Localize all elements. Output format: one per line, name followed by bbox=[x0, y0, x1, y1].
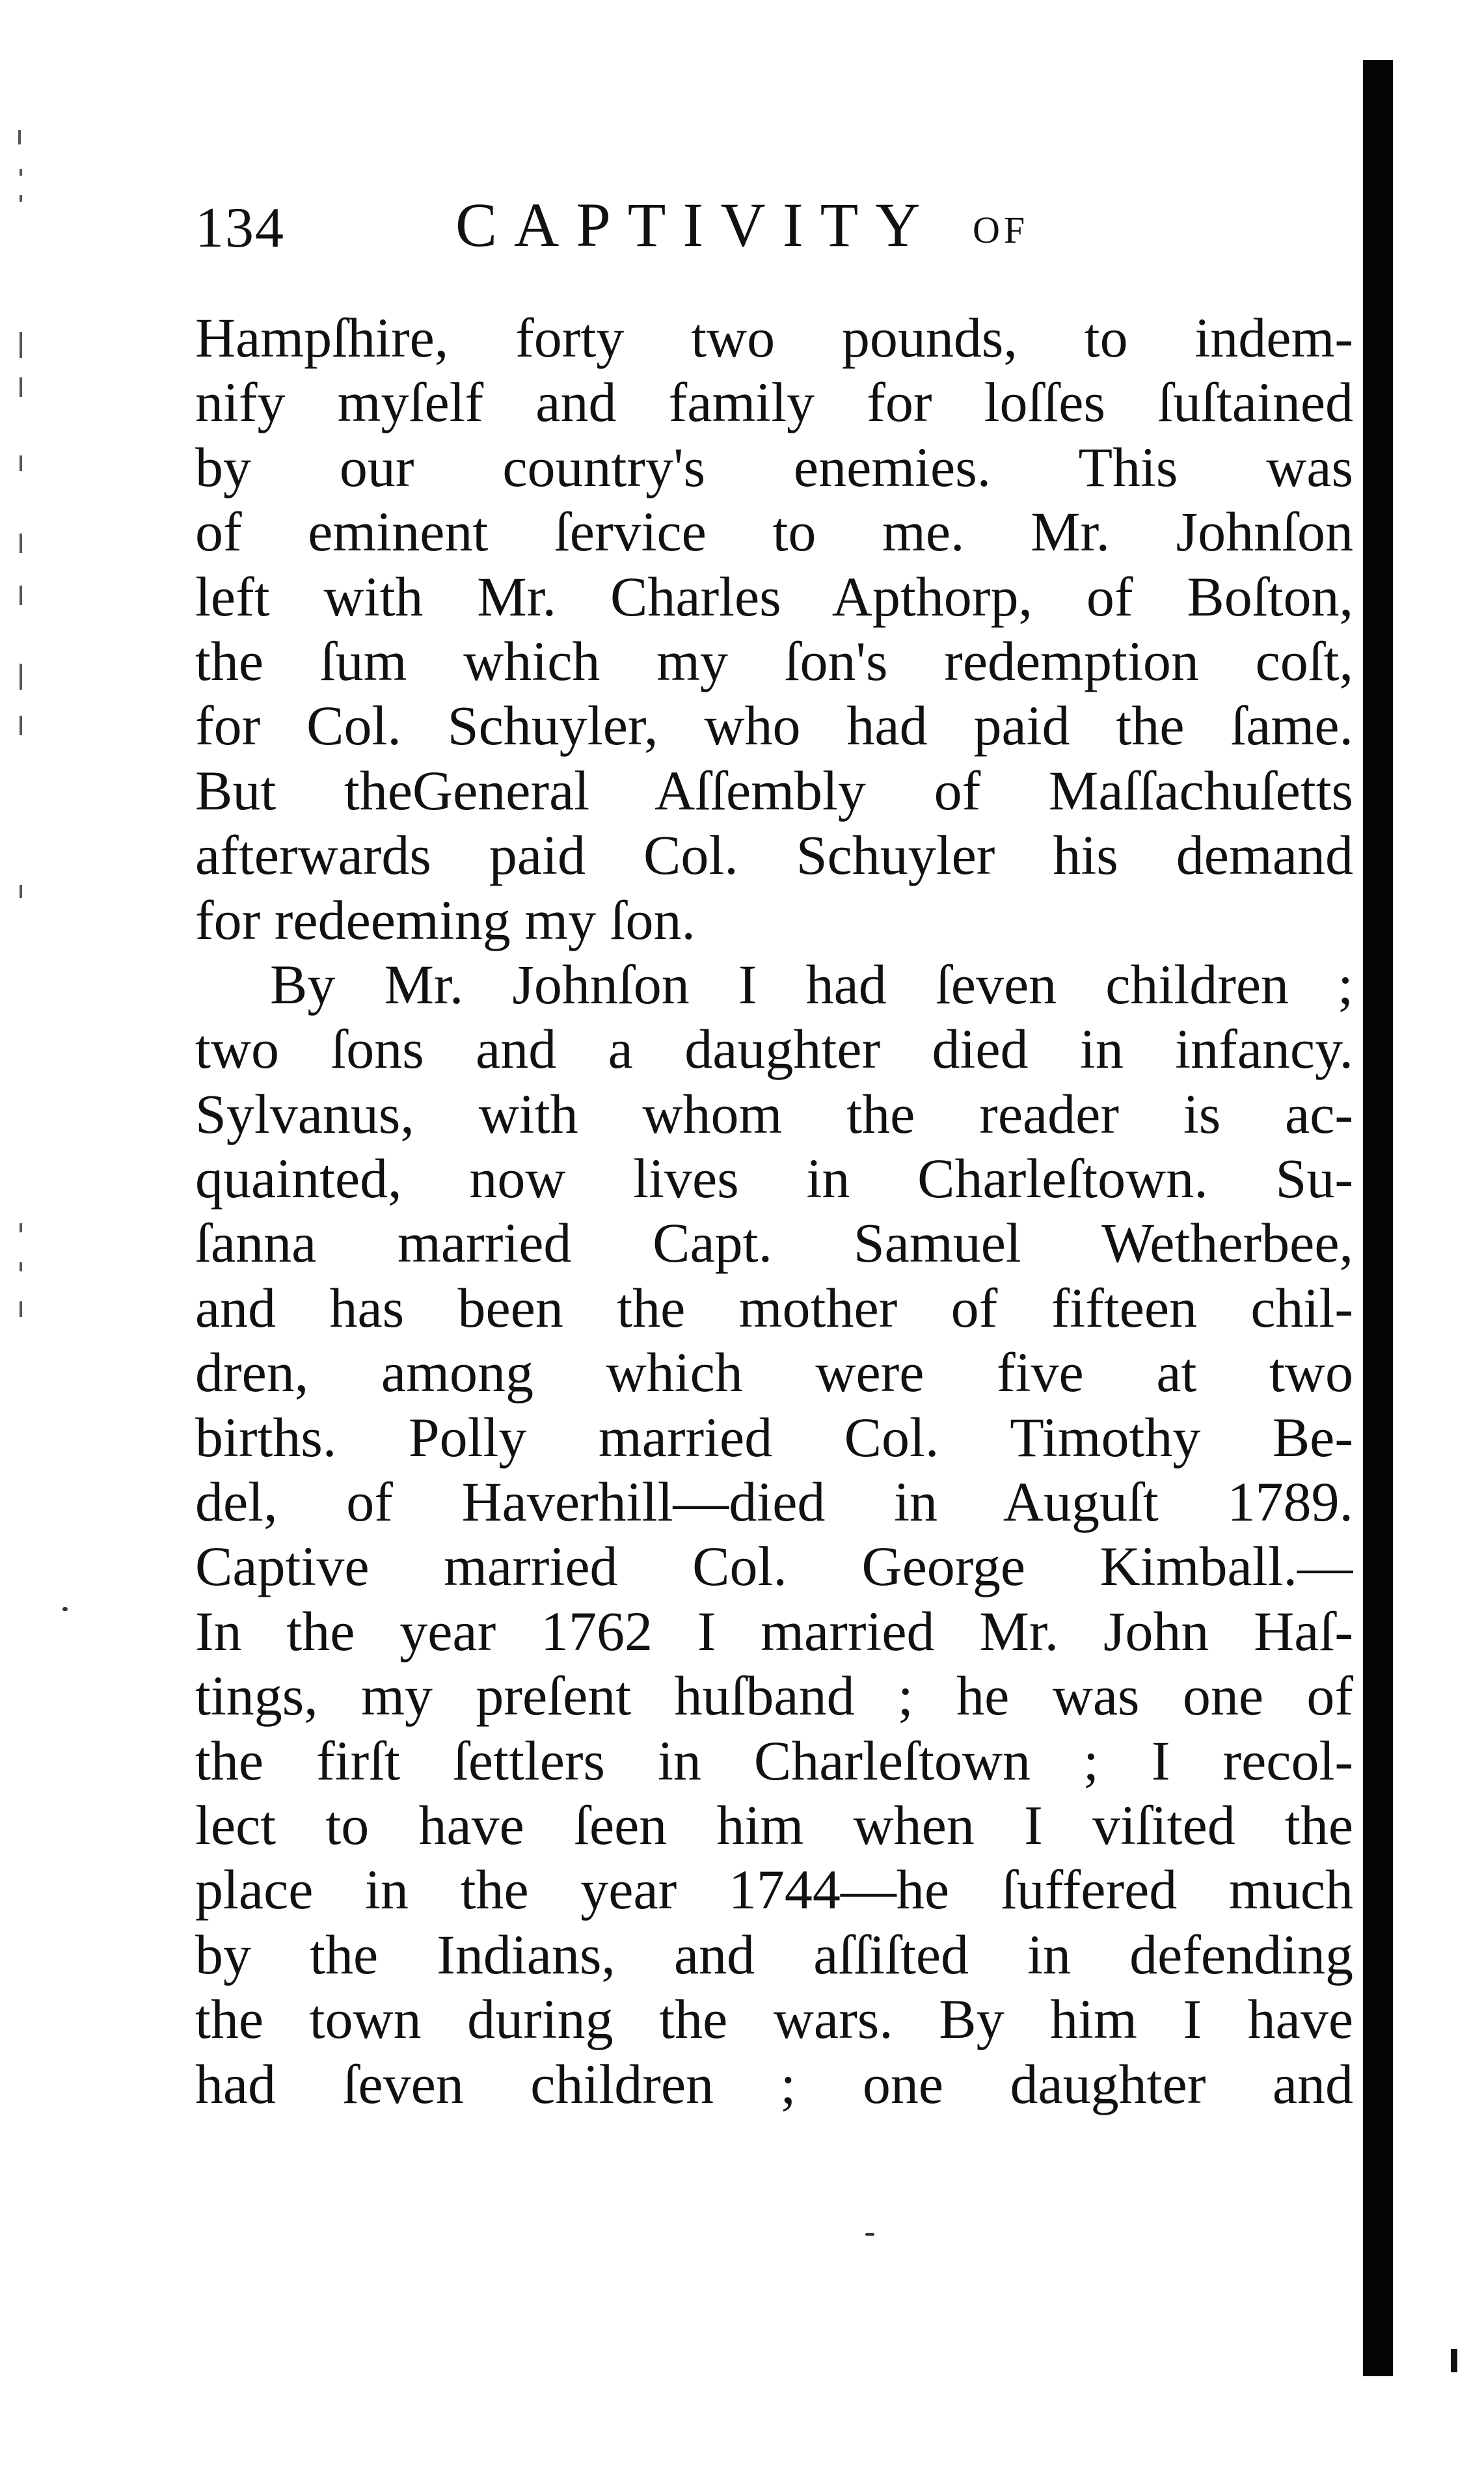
text-line: by the Indians, and aſſiſted in defending bbox=[195, 1923, 1353, 1986]
page-number: 134 bbox=[195, 196, 285, 260]
text-line: births. Polly married Col. Timothy Be- bbox=[195, 1405, 1353, 1469]
text-line: Sylvanus, with whom the reader is ac- bbox=[195, 1082, 1353, 1145]
text-line: In the year 1762 I married Mr. John Haſ- bbox=[195, 1599, 1353, 1662]
text-line: the town during the wars. By him I have bbox=[195, 1988, 1353, 2051]
running-title-suffix: OF bbox=[973, 209, 1029, 251]
binding-shadow-tail bbox=[1451, 2349, 1457, 2372]
text-line: lect to have ſeen him when I viſited the bbox=[195, 1793, 1353, 1856]
text-line: quainted, now lives in Charleſtown. Su- bbox=[195, 1147, 1353, 1210]
text-line: ſanna married Capt. Samuel Wetherbee, bbox=[195, 1212, 1353, 1275]
running-head bbox=[195, 182, 1054, 273]
text-line: by our country's enemies. This was bbox=[195, 435, 1353, 498]
text-line: place in the year 1744—he ſuffered much bbox=[195, 1858, 1353, 1921]
text-line: the ſum which my ſon's redemption coſt, bbox=[195, 629, 1353, 692]
binding-shadow bbox=[1363, 60, 1393, 2376]
text-line: del, of Haverhill—died in Auguſt 1789. bbox=[195, 1470, 1353, 1534]
text-line: But theGeneral Aſſembly of Maſſachuſetts bbox=[195, 759, 1353, 822]
body-text bbox=[195, 306, 1353, 2128]
page-edge-specks bbox=[13, 117, 39, 1418]
text-line: for redeeming my ſon. bbox=[195, 888, 696, 951]
text-line: had ſeven children ; one daughter and bbox=[195, 2052, 1353, 2115]
text-line: the firſt ſettlers in Charleſtown ; I recol- bbox=[195, 1729, 1353, 1792]
text-line: dren, among which were five at two bbox=[195, 1341, 1353, 1404]
text-line: nify myſelf and family for loſſes ſuſtained bbox=[195, 371, 1353, 434]
text-line: of eminent ſervice to me. Mr. Johnſon bbox=[195, 500, 1353, 563]
text-line: left with Mr. Charles Apthorp, of Boſton, bbox=[195, 565, 1353, 628]
running-title: CAPTIVITY bbox=[455, 190, 938, 260]
text-line: for Col. Schuyler, who had paid the ſame. bbox=[195, 694, 1353, 757]
text-line: afterwards paid Col. Schuyler his demand bbox=[195, 824, 1353, 887]
text-line: Hampſhire, forty two pounds, to indem- bbox=[195, 306, 1353, 369]
ink-speck bbox=[62, 1607, 68, 1611]
text-line: two ſons and a daughter died in infancy. bbox=[195, 1018, 1353, 1081]
text-line: Captive married Col. George Kimball.— bbox=[195, 1535, 1353, 1598]
text-line: By Mr. Johnſon I had ſeven children ; bbox=[270, 953, 1353, 1016]
text-line: tings, my preſent huſband ; he was one of bbox=[195, 1664, 1353, 1728]
ink-speck bbox=[865, 2233, 874, 2236]
text-line: and has been the mother of fifteen chil- bbox=[195, 1276, 1353, 1339]
